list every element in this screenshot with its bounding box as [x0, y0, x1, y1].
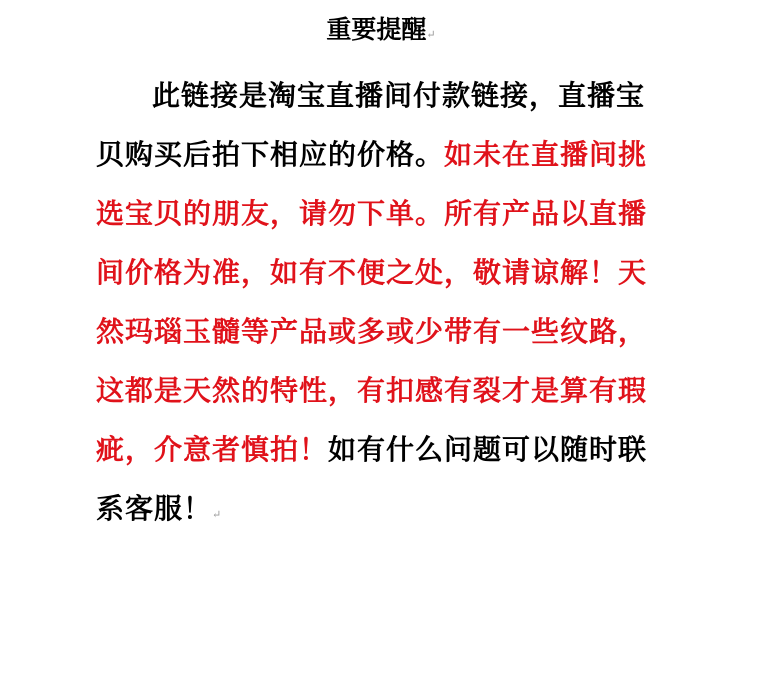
text-line — [96, 302, 656, 361]
emphasis-text: 然玛瑙玉髓等产品或多或少带有一些纹路， — [96, 315, 648, 348]
text-line — [96, 66, 656, 125]
text-segment: 贝购买后拍下相应的价格。 — [96, 138, 445, 171]
emphasis-text: 选宝贝的朋友，请勿下单。所有产品以直播 — [96, 197, 648, 230]
document-title — [0, 10, 762, 55]
text-line — [96, 125, 656, 184]
document-body — [96, 66, 656, 538]
paragraph-mark-icon: ↵ — [212, 508, 223, 521]
text-segment: 此链接是淘宝直播间付款链接，直播宝 — [152, 79, 646, 112]
text-segment: 系客服！ — [96, 492, 213, 525]
emphasis-text: 间价格为准，如有不便之处，敬请谅解！天 — [96, 256, 648, 289]
text-line — [96, 420, 656, 479]
emphasis-text: 如未在直播间挑 — [444, 138, 648, 171]
emphasis-text: 这都是天然的特性，有扣感有裂才是算有瑕 — [96, 374, 648, 407]
emphasis-text: 疵，介意者慎拍！ — [96, 433, 329, 466]
text-line — [96, 243, 656, 302]
text-segment: 如有什么问题可以随时联 — [328, 433, 648, 466]
text-line — [96, 184, 656, 243]
paragraph-mark-icon: ↵ — [426, 28, 436, 41]
title-text: 重要提醒 — [326, 15, 427, 44]
text-line — [96, 361, 656, 420]
text-line — [96, 479, 656, 538]
